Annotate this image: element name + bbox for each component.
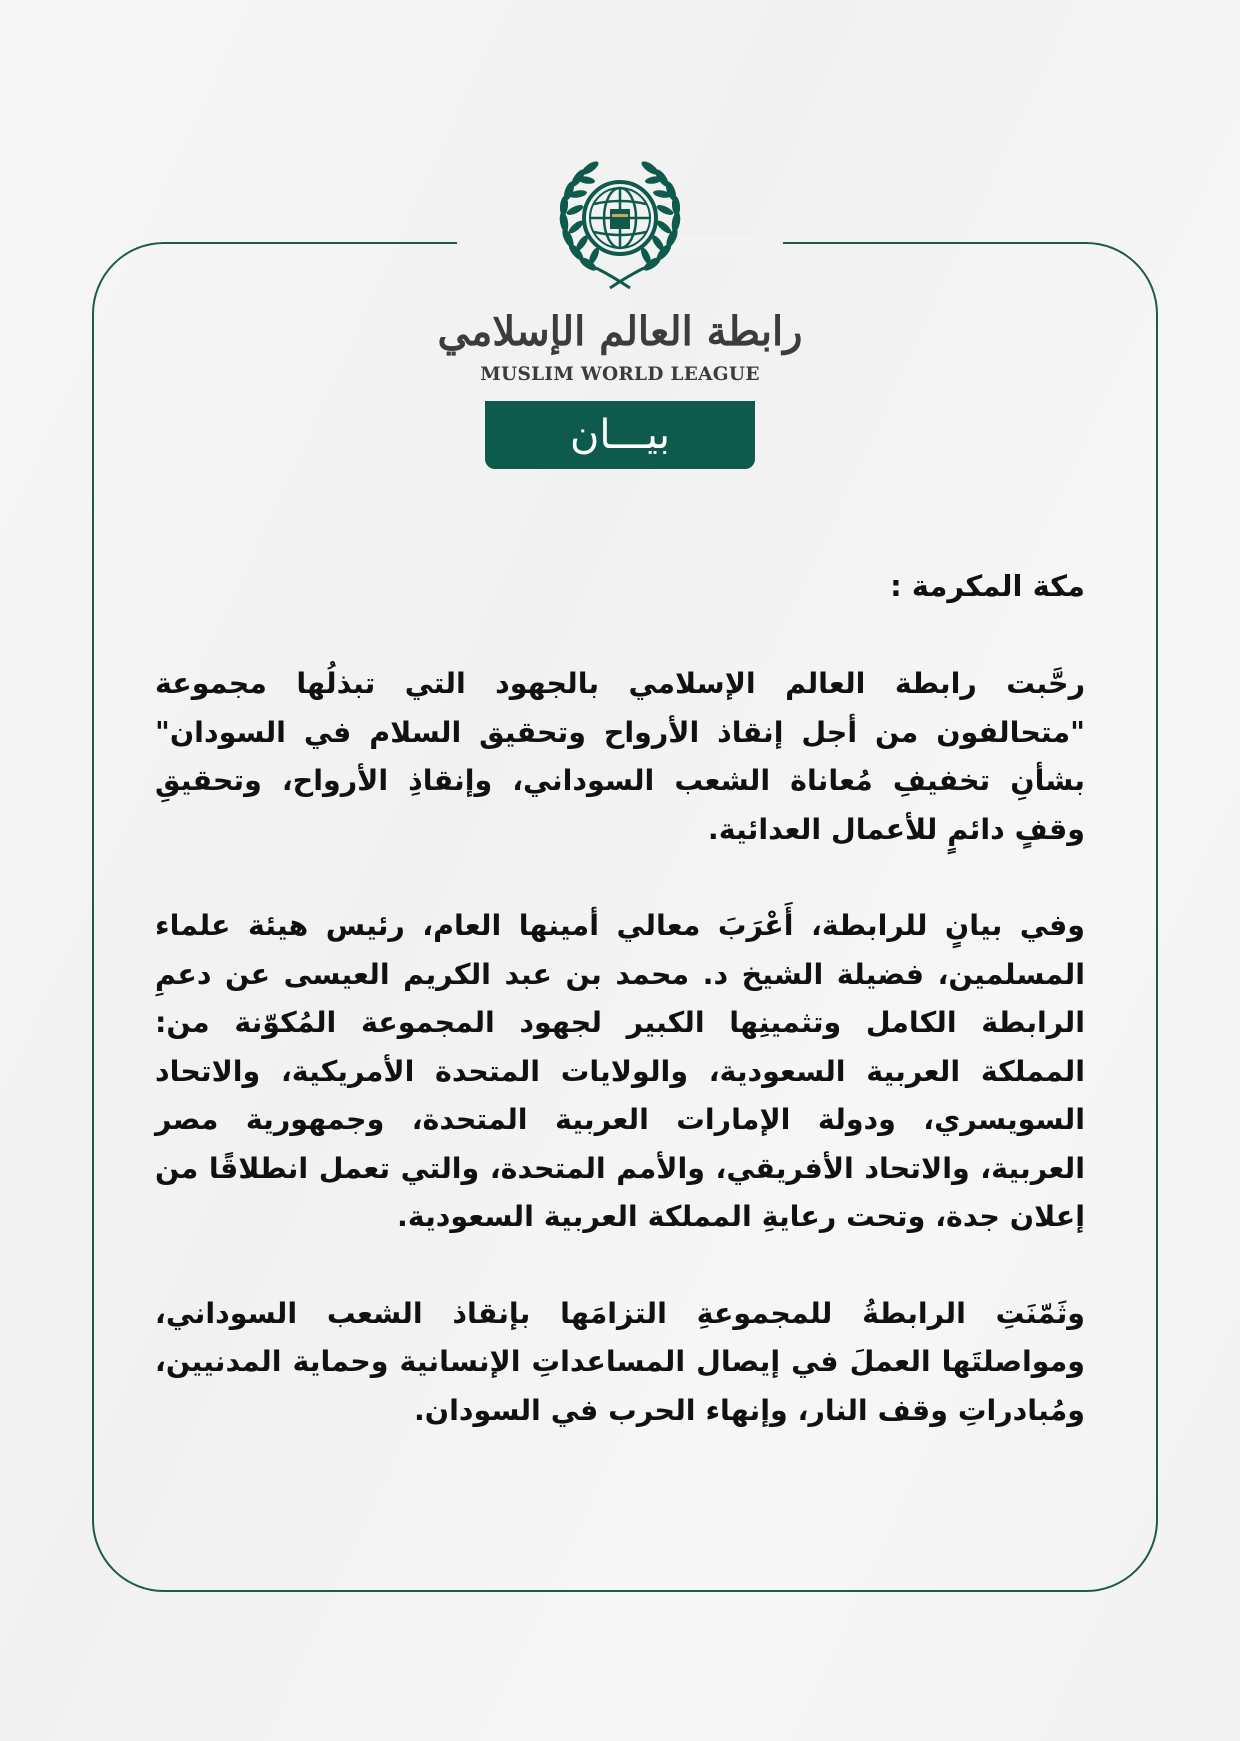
paragraph-3: وثَمّنَتِ الرابطةُ للمجموعةِ التزامَها بإنقاذ الشعب السوداني، ومواصلتَها العملَ في إيصال المساعداتِ الإنسانية وحماية المدنيين، ومُبادراتِ وقف النار، وإنهاء الحرب في السودان. <box>155 1296 1085 1427</box>
org-name-english: MUSLIM WORLD LEAGUE <box>480 364 760 385</box>
dateline: مكة المكرمة : <box>890 569 1085 603</box>
paragraph-1: رحَّبت رابطة العالم الإسلامي بالجهود التي تبذلُها مجموعة "متحالفون من أجل إنقاذ الأرواح وتحقيق السلام في السودان" بشأنِ تخفيفِ مُعاناة الشعب السوداني، وإنقاذِ الأرواح، وتحقيقِ وقفٍ دائمٍ للأعمال العدائية. <box>155 667 1085 846</box>
statement-badge-label: بيـــان <box>570 412 670 458</box>
org-name-arabic: رابطة العالم الإسلامي <box>437 308 803 355</box>
statement-body <box>155 560 1085 1483</box>
letterhead <box>0 150 1240 469</box>
paragraph-2: وفي بيانٍ للرابطة، أَعْرَبَ معالي أمينها العام، رئيس هيئة علماء المسلمين، فضيلة الشيخ د. محمد بن عبد الكريم العيسى عن دعمِ الرابطة الكامل وتثمينِها الكبير لجهود المجموعة المُكوّنة من: المملكة العربية السعودية، والولايات المتحدة الأمريكية، والاتحاد السويسري، ودولة الإمارات العربية المتحدة، وجمهورية مصر العربية، والاتحاد الأفريقي، والأمم المتحدة، والتي تعمل انطلاقًا من إعلان جدة، وتحت رعايةِ المملكة العربية السعودية. <box>155 909 1085 1233</box>
statement-badge <box>485 401 755 469</box>
globe-wreath-emblem-icon <box>550 150 690 290</box>
